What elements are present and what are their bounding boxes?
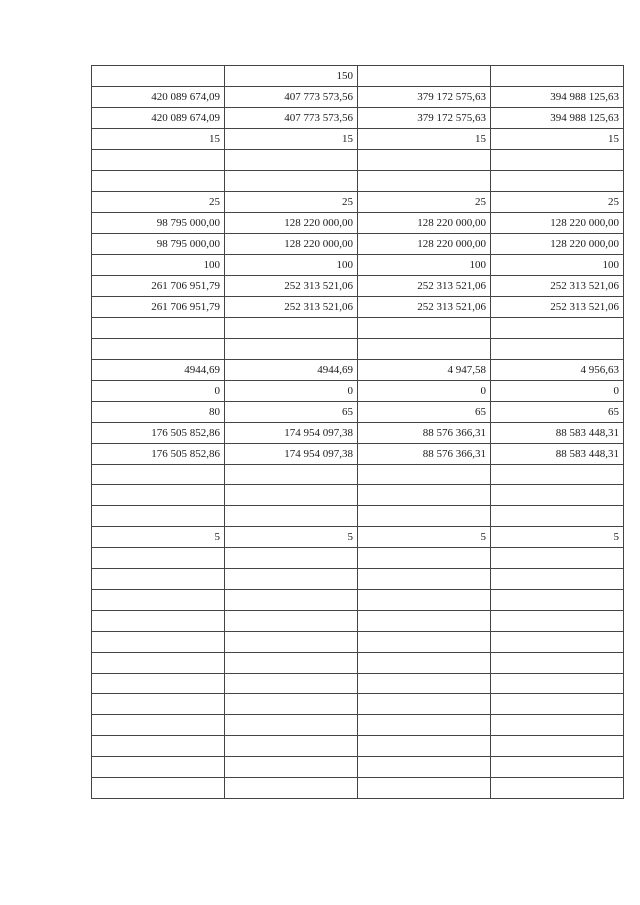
table-cell: 88 583 448,31 [491,422,624,443]
data-table [91,65,624,799]
table-cell [92,673,225,694]
table-cell: 65 [225,401,358,422]
table-row [92,254,624,275]
table-cell [491,150,624,171]
table-cell [92,715,225,736]
table-row [92,548,624,569]
table-cell [491,673,624,694]
table-cell: 15 [92,129,225,150]
table-cell [358,548,491,569]
table-cell [225,485,358,506]
table-cell: 65 [358,401,491,422]
table-cell [358,652,491,673]
table-row [92,401,624,422]
table-cell: 252 313 521,06 [358,275,491,296]
table-cell [358,610,491,631]
table-row [92,631,624,652]
table-cell: 65 [491,401,624,422]
table-cell [491,610,624,631]
table-row [92,338,624,359]
table-cell [92,317,225,338]
table-cell: 4 947,58 [358,359,491,380]
table-cell: 252 313 521,06 [491,296,624,317]
document-page [91,65,623,799]
table-cell [358,715,491,736]
table-cell [358,736,491,757]
table-cell: 15 [225,129,358,150]
table-cell: 0 [491,380,624,401]
table-cell [92,66,225,87]
table-cell: 98 795 000,00 [92,233,225,254]
table-row [92,590,624,611]
table-cell: 252 313 521,06 [225,296,358,317]
table-cell [358,170,491,191]
table-row [92,464,624,485]
table-cell: 407 773 573,56 [225,87,358,108]
table-cell [225,317,358,338]
table-cell [92,652,225,673]
table-cell: 128 220 000,00 [358,233,491,254]
table-row [92,778,624,799]
table-cell [225,338,358,359]
table-cell: 379 172 575,63 [358,87,491,108]
table-cell [491,464,624,485]
table-cell [225,736,358,757]
table-cell: 100 [92,254,225,275]
table-cell: 252 313 521,06 [225,275,358,296]
table-cell [491,631,624,652]
table-cell: 407 773 573,56 [225,108,358,129]
table-cell [92,464,225,485]
table-cell: 174 954 097,38 [225,422,358,443]
table-row [92,233,624,254]
table-cell [225,757,358,778]
table-row [92,694,624,715]
table-cell [358,778,491,799]
table-cell: 128 220 000,00 [225,233,358,254]
table-cell [92,694,225,715]
table-cell [225,150,358,171]
table-cell: 174 954 097,38 [225,443,358,464]
table-cell [92,338,225,359]
table-cell [225,464,358,485]
table-cell [92,631,225,652]
table-cell [358,590,491,611]
table-cell [225,778,358,799]
table-cell [225,652,358,673]
table-row [92,443,624,464]
table-cell: 80 [92,401,225,422]
table-cell [225,610,358,631]
table-cell [92,150,225,171]
table-cell [491,485,624,506]
table-cell: 25 [92,191,225,212]
table-row [92,673,624,694]
table-cell [358,317,491,338]
table-cell: 252 313 521,06 [358,296,491,317]
table-row [92,129,624,150]
table-cell [358,150,491,171]
table-row [92,212,624,233]
table-row [92,736,624,757]
table-row [92,380,624,401]
table-row [92,317,624,338]
table-cell [92,778,225,799]
table-cell: 379 172 575,63 [358,108,491,129]
table-cell [358,485,491,506]
table-cell: 100 [358,254,491,275]
table-cell [358,569,491,590]
table-cell [491,590,624,611]
table-cell: 0 [358,380,491,401]
table-cell [225,694,358,715]
table-cell [358,506,491,527]
table-cell [358,757,491,778]
table-cell [92,757,225,778]
table-cell: 150 [225,66,358,87]
table-cell [358,673,491,694]
table-cell [225,170,358,191]
table-cell [358,66,491,87]
table-cell [92,569,225,590]
table-cell: 128 220 000,00 [491,233,624,254]
table-cell [92,485,225,506]
table-row [92,191,624,212]
table-cell [491,778,624,799]
table-cell [491,757,624,778]
table-row [92,652,624,673]
table-cell: 100 [225,254,358,275]
table-cell [92,590,225,611]
table-cell: 176 505 852,86 [92,443,225,464]
table-cell: 128 220 000,00 [358,212,491,233]
table-cell [225,715,358,736]
table-cell: 0 [225,380,358,401]
table-cell: 128 220 000,00 [225,212,358,233]
table-cell: 394 988 125,63 [491,87,624,108]
table-cell: 5 [358,527,491,548]
table-cell: 15 [491,129,624,150]
table-cell [92,548,225,569]
table-cell: 261 706 951,79 [92,275,225,296]
table-cell: 88 576 366,31 [358,443,491,464]
table-row [92,715,624,736]
table-row [92,108,624,129]
table-cell [491,736,624,757]
table-cell [358,464,491,485]
table-cell: 88 583 448,31 [491,443,624,464]
table-row [92,296,624,317]
table-cell [225,506,358,527]
table-cell [358,338,491,359]
table-row [92,485,624,506]
table-row [92,150,624,171]
table-row [92,422,624,443]
table-cell: 176 505 852,86 [92,422,225,443]
table-row [92,170,624,191]
table-cell [491,338,624,359]
table-row [92,87,624,108]
table-cell: 5 [92,527,225,548]
table-cell [92,736,225,757]
table-cell [491,170,624,191]
table-cell [491,548,624,569]
table-cell: 4944,69 [92,359,225,380]
table-cell [92,170,225,191]
table-cell [491,317,624,338]
table-cell [92,610,225,631]
table-row [92,610,624,631]
table-row [92,506,624,527]
table-row [92,359,624,380]
table-cell [225,548,358,569]
table-cell: 98 795 000,00 [92,212,225,233]
table-row [92,757,624,778]
table-cell: 25 [491,191,624,212]
table-cell: 394 988 125,63 [491,108,624,129]
table-cell [491,652,624,673]
table-cell [491,506,624,527]
table-cell: 128 220 000,00 [491,212,624,233]
table-row [92,275,624,296]
table-cell: 5 [491,527,624,548]
table-cell: 420 089 674,09 [92,87,225,108]
table-cell [225,569,358,590]
table-cell [491,715,624,736]
table-cell: 4 956,63 [491,359,624,380]
table-cell [358,694,491,715]
table-row [92,66,624,87]
table-cell: 420 089 674,09 [92,108,225,129]
table-cell: 25 [358,191,491,212]
table-cell [225,590,358,611]
table-row [92,527,624,548]
table-cell: 252 313 521,06 [491,275,624,296]
table-cell [92,506,225,527]
table-cell: 100 [491,254,624,275]
table-cell [225,631,358,652]
table-cell: 88 576 366,31 [358,422,491,443]
table-cell [491,694,624,715]
table-cell: 5 [225,527,358,548]
table-cell [491,66,624,87]
table-cell: 25 [225,191,358,212]
table-cell: 261 706 951,79 [92,296,225,317]
table-cell: 0 [92,380,225,401]
table-body [92,66,624,799]
table-cell: 15 [358,129,491,150]
table-cell: 4944,69 [225,359,358,380]
table-cell [225,673,358,694]
table-cell [358,631,491,652]
table-cell [491,569,624,590]
table-row [92,569,624,590]
